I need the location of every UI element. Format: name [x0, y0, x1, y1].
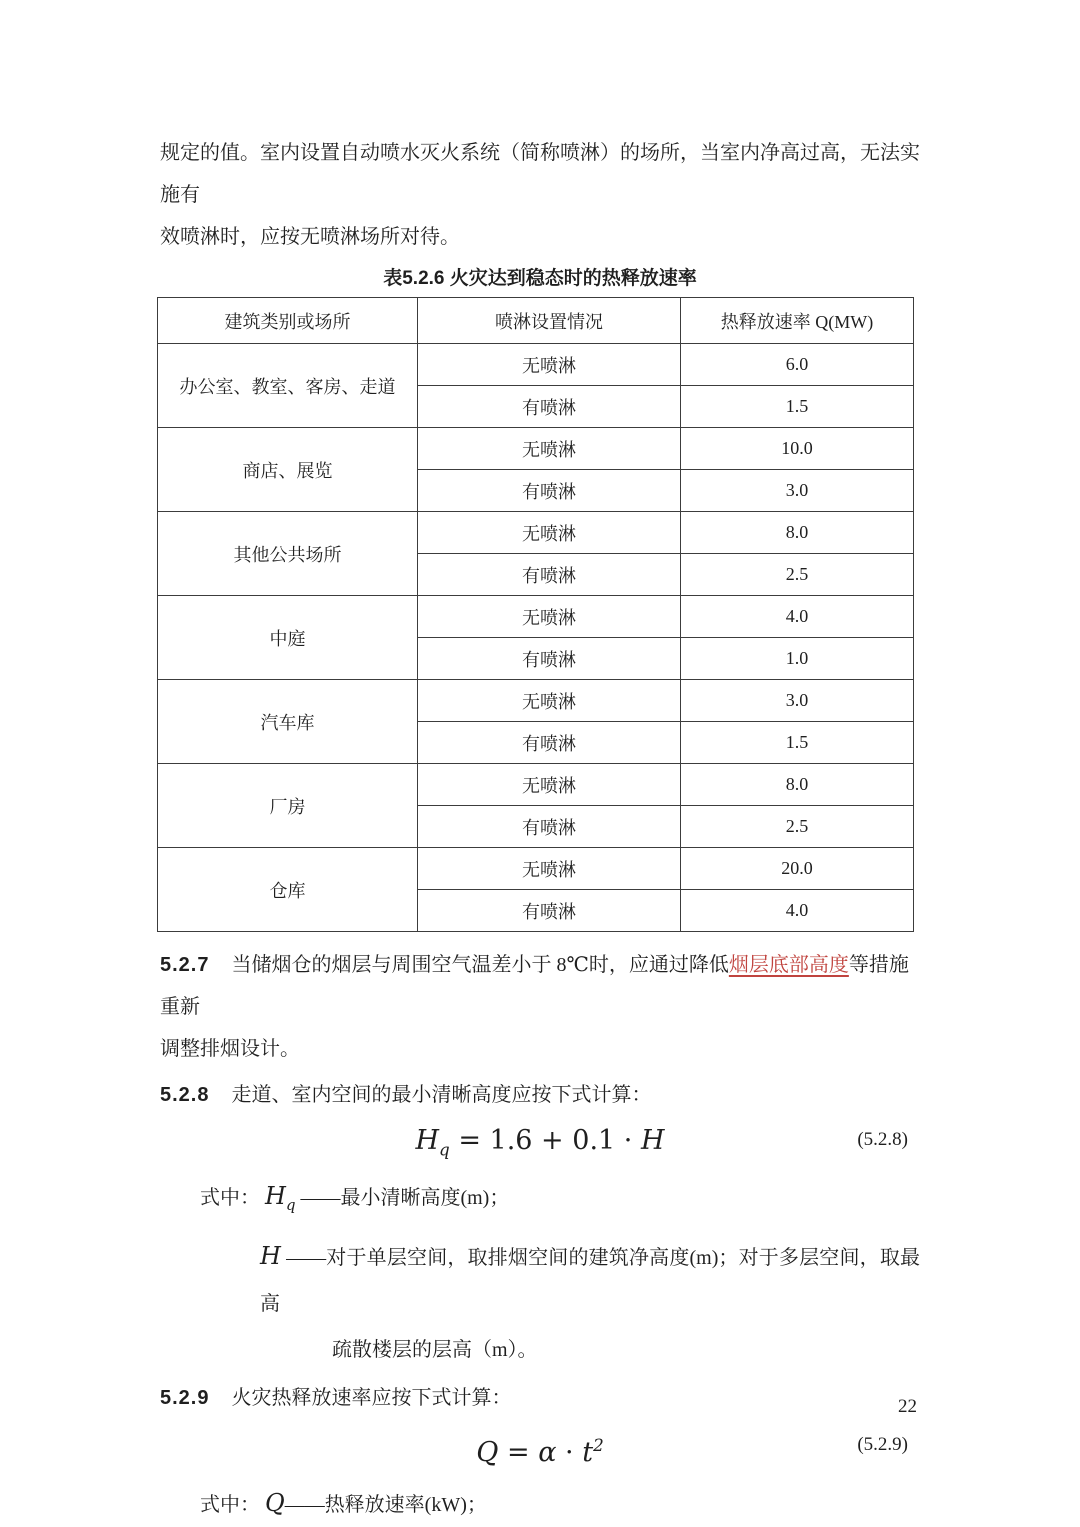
sprinkler-cell: 有喷淋 [418, 806, 681, 848]
q-value-cell: 8.0 [681, 764, 914, 806]
clause-5-2-9-heading: 火灾热释放速率应按下式计算： [231, 1386, 512, 1409]
table-row [158, 344, 914, 386]
eq529-variable-q: Q [476, 1436, 499, 1468]
sprinkler-cell: 有喷淋 [418, 554, 681, 596]
table-row [158, 680, 914, 722]
table-row [158, 512, 914, 554]
sprinkler-cell: 无喷淋 [418, 764, 681, 806]
q-value-cell: 6.0 [681, 344, 914, 386]
sprinkler-cell: 有喷淋 [418, 638, 681, 680]
clause-5-2-7-text: 当储烟仓的烟层与周围空气温差小于 8℃时，应通过降低 [231, 954, 729, 976]
page-number: 22 [898, 1396, 917, 1417]
table-row [158, 428, 914, 470]
sprinkler-cell: 有喷淋 [418, 470, 681, 512]
sprinkler-cell: 无喷淋 [418, 596, 681, 638]
q-value-cell: 2.5 [681, 554, 914, 596]
intro-line-1: 规定的值。室内设置自动喷水灭火系统（简称喷淋）的场所，当室内净高过高，无法实施有 [160, 142, 920, 206]
symbol-q: Q [265, 1488, 285, 1517]
eq528-variable-hq: $H_q$ [415, 1125, 450, 1160]
table-header-row [158, 298, 914, 344]
q-value-cell: 4.0 [681, 890, 914, 932]
eq528-rhs-constants: = 1.6 + 0.1 · [449, 1125, 641, 1156]
sprinkler-cell: 有喷淋 [418, 722, 681, 764]
category-cell: 其他公共场所 [158, 512, 418, 596]
clause-5-2-9 [160, 1377, 920, 1419]
symbol-hq: $H_q$ [265, 1182, 296, 1214]
where-clause-q [160, 1483, 920, 1525]
equation-5-2-8 [160, 1118, 920, 1162]
clause-5-2-7-number: 5.2.7 [160, 954, 210, 976]
category-cell: 汽车库 [158, 680, 418, 764]
category-cell: 中庭 [158, 596, 418, 680]
clause-5-2-8 [160, 1074, 920, 1116]
category-cell: 办公室、教室、客房、走道 [158, 344, 418, 428]
definition-h-line1: ——对于单层空间，取排烟空间的建筑净高度(m)；对于多层空间，取最高 [260, 1246, 920, 1315]
heat-release-rate-table [157, 297, 914, 932]
q-value-cell: 3.0 [681, 470, 914, 512]
eq528-variable-h: H [640, 1125, 665, 1156]
eq529-alpha: α [538, 1436, 557, 1468]
equation-5-2-9 [160, 1423, 920, 1467]
eq529-t-squared: $t^2$ [582, 1434, 604, 1468]
sprinkler-cell: 无喷淋 [418, 344, 681, 386]
clause-5-2-7-line2: 调整排烟设计。 [160, 1038, 300, 1060]
intro-line-2: 效喷淋时，应按无喷淋场所对待。 [160, 226, 460, 248]
table-title: 表5.2.6 火灾达到稳态时的热释放速率 [383, 268, 697, 289]
sprinkler-cell: 有喷淋 [418, 386, 681, 428]
q-value-cell: 8.0 [681, 512, 914, 554]
header-sprinkler: 喷淋设置情况 [418, 298, 681, 344]
definition-h [160, 1233, 920, 1327]
equation-5-2-9-label: (5.2.9) [857, 1433, 908, 1455]
clause-5-2-8-number: 5.2.8 [160, 1084, 210, 1106]
intro-paragraph [160, 0, 920, 258]
where-label: 式中： [200, 1187, 260, 1209]
header-q: 热释放速率 Q(MW) [681, 298, 914, 344]
sprinkler-cell: 无喷淋 [418, 428, 681, 470]
eq529-dot: · [556, 1436, 583, 1468]
table-row [158, 848, 914, 890]
q-value-cell: 1.0 [681, 638, 914, 680]
table-row [158, 596, 914, 638]
clause-5-2-7 [160, 944, 920, 1028]
clause-5-2-9-number: 5.2.9 [160, 1386, 210, 1409]
sprinkler-cell: 无喷淋 [418, 848, 681, 890]
q-value-cell: 1.5 [681, 386, 914, 428]
header-category: 建筑类别或场所 [158, 298, 418, 344]
clause-5-2-8-heading: 走道、室内空间的最小清晰高度应按下式计算： [231, 1084, 652, 1106]
where-label: 式中： [200, 1493, 260, 1516]
category-cell: 厂房 [158, 764, 418, 848]
page-content [160, 0, 920, 1525]
sprinkler-cell: 无喷淋 [418, 680, 681, 722]
q-value-cell: 2.5 [681, 806, 914, 848]
sprinkler-cell: 有喷淋 [418, 890, 681, 932]
clause-5-2-7-text-after: 等措施重新 [160, 954, 909, 1018]
category-cell: 商店、展览 [158, 428, 418, 512]
q-value-cell: 20.0 [681, 848, 914, 890]
definition-h-line2: 疏散楼层的层高（m）。 [332, 1338, 538, 1361]
q-value-cell: 4.0 [681, 596, 914, 638]
q-value-cell: 1.5 [681, 722, 914, 764]
table-row [158, 764, 914, 806]
category-cell: 仓库 [158, 848, 418, 932]
symbol-h: H [260, 1241, 281, 1270]
term-link-smoke-layer-bottom-height[interactable]: 烟层底部高度 [728, 954, 849, 976]
definition-q: ——热释放速率(kW)； [284, 1493, 487, 1516]
where-clause-hq [160, 1176, 920, 1225]
eq529-equals: = [498, 1436, 539, 1468]
definition-hq: ——最小清晰高度(m)； [300, 1187, 510, 1209]
q-value-cell: 10.0 [681, 428, 914, 470]
q-value-cell: 3.0 [681, 680, 914, 722]
sprinkler-cell: 无喷淋 [418, 512, 681, 554]
equation-5-2-8-label: (5.2.8) [857, 1129, 908, 1150]
